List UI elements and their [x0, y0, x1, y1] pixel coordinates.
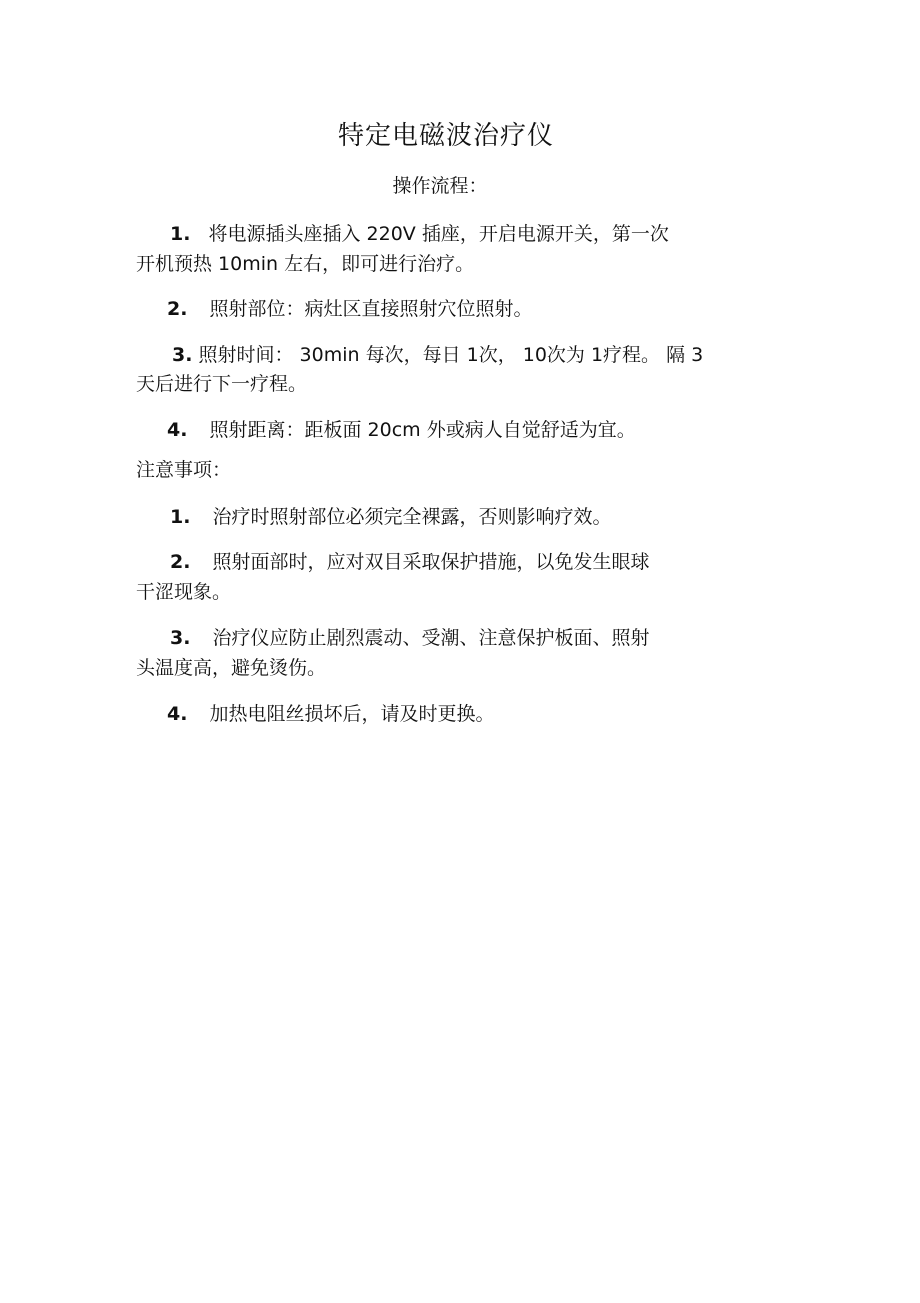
- procedure-item-2-text: 照射部位：病灶区直接照射穴位照射。: [209, 298, 533, 320]
- notes-item-2-number: 2.: [170, 551, 191, 573]
- procedure-item-4: [167, 416, 636, 444]
- procedure-item-3-text: 照射时间： 30min 每次，每日 1次， 10次为 1疗程。 隔 3: [198, 344, 704, 366]
- procedure-item-2-number: 2.: [167, 298, 188, 320]
- procedure-item-1-text: 将电源插头座插入 220V 插座，开启电源开关，第一次: [208, 223, 669, 245]
- document-title: 特定电磁波治疗仪: [337, 121, 554, 151]
- notes-item-2-text: 照射面部时，应对双目采取保护措施，以免发生眼球: [212, 551, 650, 573]
- notes-item-3-line-1: [170, 624, 650, 652]
- procedure-item-3-number: 3.: [172, 344, 193, 366]
- procedure-item-1-line-2: 开机预热 10min 左右，即可进行治疗。: [136, 253, 475, 275]
- notes-item-3-text: 治疗仪应防止剧烈震动、受潮、注意保护板面、照射: [212, 627, 650, 649]
- notes-heading: 注意事项：: [136, 459, 232, 481]
- notes-item-2-line-2: 干涩现象。: [136, 581, 232, 603]
- notes-item-2-line-1: [170, 548, 650, 576]
- procedure-item-3-line-1: [172, 341, 703, 369]
- procedure-item-3-line-2: 天后进行下一疗程。: [136, 373, 308, 395]
- procedure-item-4-number: 4.: [167, 419, 188, 441]
- notes-item-1: [170, 503, 612, 531]
- notes-item-1-number: 1.: [170, 506, 191, 528]
- notes-item-4: [167, 700, 495, 728]
- procedure-heading: 操作流程：: [392, 175, 488, 197]
- procedure-item-4-text: 照射距离：距板面 20cm 外或病人自觉舒适为宜。: [209, 419, 636, 441]
- notes-item-1-text: 治疗时照射部位必须完全裸露，否则影响疗效。: [212, 506, 612, 528]
- notes-item-3-line-2: 头温度高，避免烫伤。: [136, 657, 327, 679]
- notes-item-3-number: 3.: [170, 627, 191, 649]
- procedure-item-1-number: 1.: [170, 223, 191, 245]
- procedure-item-2: [167, 295, 533, 323]
- procedure-item-1-line-1: [170, 220, 669, 248]
- notes-item-4-text: 加热电阻丝损坏后，请及时更换。: [209, 703, 495, 725]
- notes-item-4-number: 4.: [167, 703, 188, 725]
